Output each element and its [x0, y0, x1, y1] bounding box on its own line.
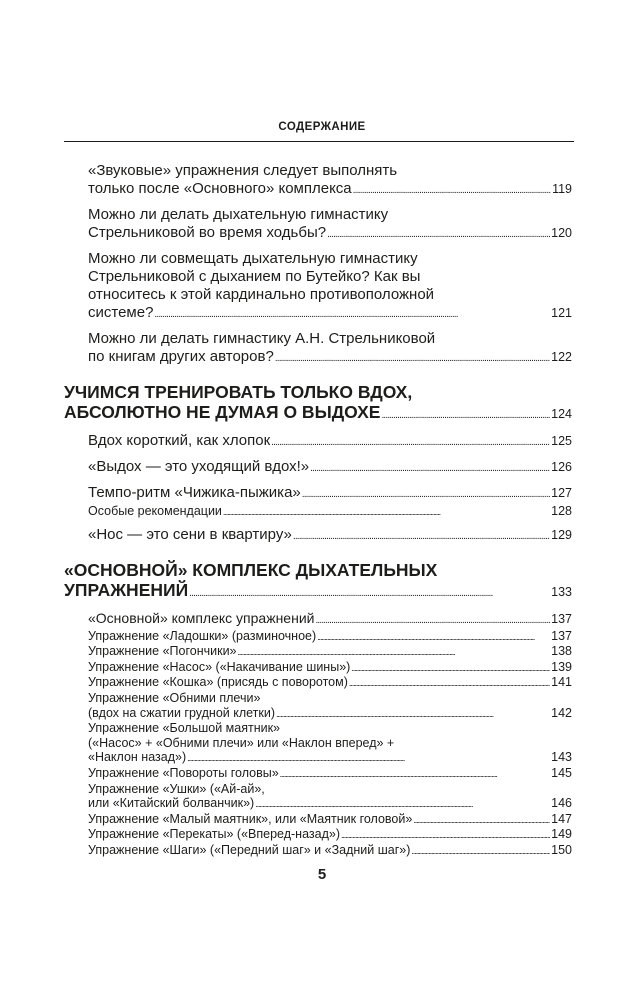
toc-entry-title: Вдох короткий, как хлопок	[88, 432, 271, 449]
toc-page-number: 126	[551, 460, 572, 474]
toc-page-number: 133	[551, 584, 572, 599]
dot-leader	[302, 486, 550, 504]
toc-entry-exercise[interactable]	[64, 782, 572, 812]
toc-entry-line: только после «Основного» комплекса	[88, 180, 352, 197]
toc-page-number: 129	[551, 527, 572, 542]
dot-leader	[317, 630, 550, 645]
toc-page-number: 139	[551, 659, 572, 674]
toc-entry-exercise[interactable]	[64, 675, 572, 691]
toc-entry-line: Упражнение «Кошка» (присядь с поворотом)	[88, 675, 348, 690]
toc-entry-exercise[interactable]	[64, 721, 572, 766]
toc-entry-line: Можно ли делать гимнастику А.Н. Стрельниковой	[88, 330, 436, 347]
toc-page-number: 137	[551, 628, 572, 643]
toc-entry-title: «Основной» комплекс упражнений	[88, 609, 315, 626]
dot-leader	[280, 767, 550, 782]
toc-entry-line: Упражнение «Насос» («Накачивание шины»)	[88, 659, 351, 674]
toc-entry[interactable]	[64, 504, 572, 520]
dot-leader	[341, 828, 550, 843]
toc-entry-line: по книгам других авторов?	[88, 348, 274, 365]
toc-entry-line: Упражнение «Шаги» («Передний шаг» и «Задний шаг»)	[88, 842, 411, 857]
toc-page-number: 146	[551, 796, 572, 811]
chapter-heading-line: УПРАЖНЕНИЙ	[64, 579, 189, 600]
toc-page-number: 145	[551, 765, 572, 780]
page-number: 5	[317, 866, 327, 883]
chapter-heading-line: УЧИМСЯ ТРЕНИРОВАТЬ ТОЛЬКО ВДОХ,	[64, 382, 413, 402]
toc-page-number: 119	[552, 182, 572, 196]
toc-page-number: 150	[551, 842, 572, 857]
toc-entry-line: Можно ли делать дыхательную гимнастику	[88, 206, 389, 223]
toc-entry-exercise[interactable]	[64, 843, 572, 859]
dot-leader	[413, 813, 550, 828]
chapter-heading-line: «ОСНОВНОЙ» КОМПЛЕКС ДЫХАТЕЛЬНЫХ	[64, 559, 438, 580]
toc-entry-title: Темпо-ритм «Чижика-пыжика»	[88, 484, 301, 501]
toc-page-number: 121	[551, 306, 572, 320]
toc-page-number: 143	[551, 750, 572, 765]
toc-entry-line: Можно ли совмещать дыхательную гимнастику	[88, 250, 418, 267]
toc-entry-exercise[interactable]	[64, 660, 572, 676]
toc-entry-line: Стрельниковой с дыханием по Бутейко? Как вы	[88, 268, 421, 285]
toc-entry-line: или «Китайский болванчик»)	[88, 796, 255, 811]
toc-entry-exercise[interactable]	[64, 827, 572, 843]
dot-leader	[381, 406, 550, 426]
dot-leader	[271, 434, 550, 452]
dot-leader	[353, 182, 551, 200]
toc-entry-exercise[interactable]	[64, 629, 572, 645]
dot-leader	[238, 645, 551, 660]
toc-chapter-heading[interactable]	[64, 560, 572, 604]
toc-entry-line: относитесь к этой кардинально противоположной	[88, 286, 435, 303]
toc-entry[interactable]	[64, 610, 572, 629]
toc-page-number: 125	[551, 434, 572, 448]
dot-leader	[327, 226, 550, 244]
toc-entry-exercise[interactable]	[64, 766, 572, 782]
toc-entry-exercise[interactable]	[64, 691, 572, 721]
toc-page-number: 137	[551, 611, 572, 626]
toc-page-number: 141	[551, 675, 572, 690]
toc-entry-title: Особые рекомендации	[88, 504, 222, 518]
toc-entry-line: Упражнение «Большой маятник»	[88, 721, 280, 736]
toc-entry[interactable]	[64, 484, 572, 504]
toc-entry-line: Упражнение «Обними плечи»	[88, 690, 261, 705]
dot-leader	[275, 350, 550, 368]
toc-entry-line: Упражнение «Погончики»	[88, 644, 237, 659]
dot-leader	[411, 844, 550, 859]
dot-leader	[223, 505, 550, 520]
toc-entry-title: «Нос — это сени в квартиру»	[88, 525, 292, 543]
toc-entry-line: Упражнение «Ушки» («Ай-ай»,	[88, 781, 265, 796]
dot-leader	[315, 613, 550, 629]
toc-entry-line: Упражнение «Повороты головы»	[88, 765, 279, 780]
dot-leader	[351, 661, 550, 676]
toc-page-number: 122	[551, 350, 572, 364]
dot-leader	[187, 751, 550, 766]
dot-leader	[255, 797, 550, 812]
toc-entry-line: «Звуковые» упражнения следует выполнять	[88, 162, 398, 179]
page-header-title: СОДЕРЖАНИЕ	[278, 121, 366, 133]
toc-page-number: 120	[551, 226, 572, 240]
dot-leader	[310, 460, 550, 478]
toc-page-number: 147	[551, 811, 572, 826]
dot-leader	[349, 676, 550, 691]
toc-entry[interactable]	[64, 162, 572, 200]
toc-entry-line: «Наклон назад»)	[88, 750, 187, 765]
dot-leader	[276, 707, 550, 722]
toc-entry-line: (вдох на сжатии грудной клетки)	[88, 705, 275, 720]
dot-leader	[154, 306, 550, 324]
toc-entry-line: системе?	[88, 304, 154, 321]
toc-entry-line: Стрельниковой во время ходьбы?	[88, 224, 327, 241]
toc-entry[interactable]	[64, 250, 572, 324]
toc-chapter-heading[interactable]	[64, 382, 572, 426]
chapter-heading-line: АБСОЛЮТНО НЕ ДУМАЯ О ВЫДОХЕ	[64, 402, 381, 422]
toc-entry-exercise[interactable]	[64, 644, 572, 660]
toc-page-number: 127	[551, 486, 572, 500]
toc-entry-line: Упражнение «Перекаты» («Вперед-назад»)	[88, 827, 340, 842]
toc-entry-exercise[interactable]	[64, 812, 572, 828]
dot-leader	[189, 584, 550, 604]
toc-page-number: 128	[551, 504, 572, 518]
toc-entry[interactable]	[64, 432, 572, 452]
dot-leader	[293, 528, 550, 546]
toc-entry-title: «Выдох — это уходящий вдох!»	[88, 458, 310, 475]
toc-page-number: 142	[551, 705, 572, 720]
table-of-contents	[64, 162, 572, 859]
toc-entry-line: Упражнение «Ладошки» (разминочное)	[88, 628, 317, 643]
exercise-list	[64, 629, 572, 859]
toc-entry[interactable]	[64, 526, 572, 546]
toc-entry[interactable]	[64, 330, 572, 368]
header-rule	[64, 141, 574, 142]
toc-entry[interactable]	[64, 458, 572, 478]
toc-entry-line: Упражнение «Малый маятник», или «Маятник головой»	[88, 811, 413, 826]
toc-page-number: 124	[551, 407, 572, 421]
toc-entry-line: («Насос» + «Обними плечи» или «Наклон вперед» +	[88, 735, 395, 750]
toc-page-number: 138	[551, 644, 572, 659]
toc-entry[interactable]	[64, 206, 572, 244]
toc-page-number: 149	[551, 827, 572, 842]
